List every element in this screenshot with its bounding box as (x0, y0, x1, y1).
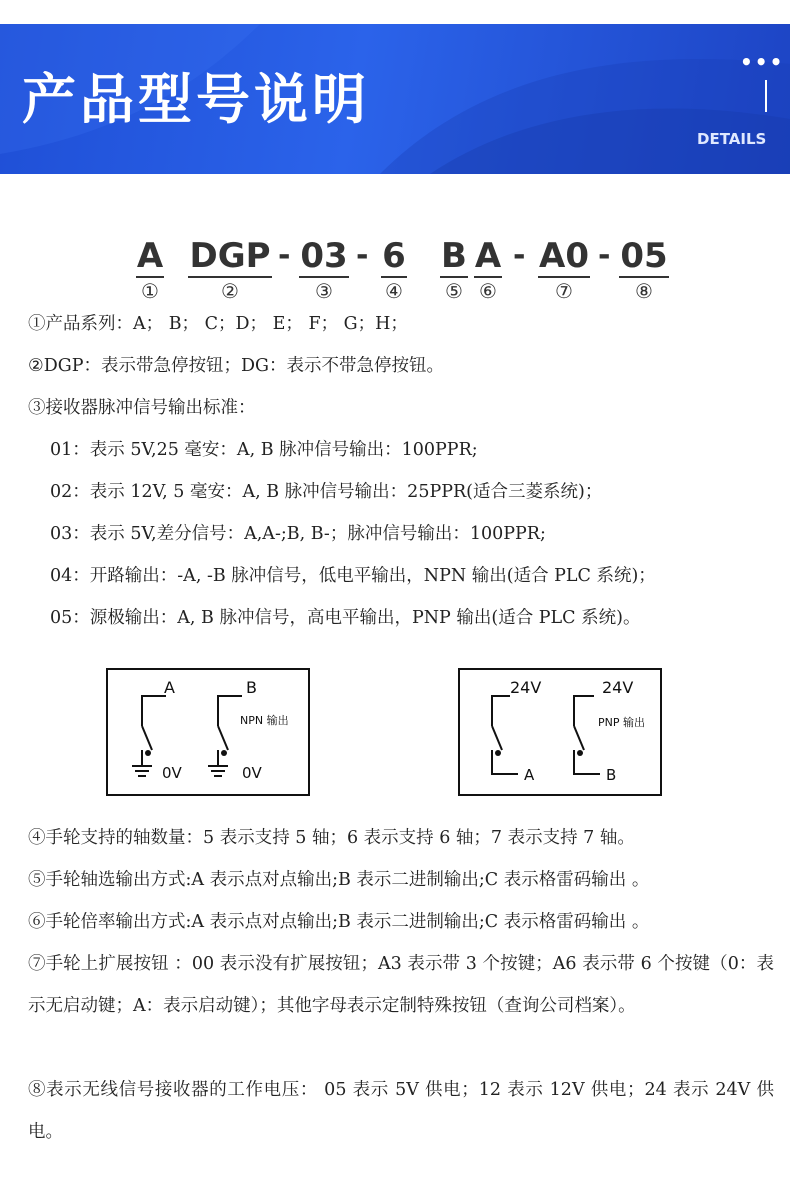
model-segment-code: DGP (189, 236, 271, 276)
model-segment-number: ① (141, 279, 159, 303)
model-segment-number: ③ (315, 279, 333, 303)
model-dash: - (278, 238, 291, 273)
receiver-item: 03：表示 5V,差分信号：A,A-;B, B-；脉冲信号输出：100PPR; (50, 524, 546, 544)
model-code-row (0, 236, 790, 306)
model-segment (436, 236, 472, 304)
model-dash: - (598, 238, 611, 273)
details-label: DETAILS (697, 130, 767, 148)
spec-ratio-select: ⑥手轮倍率输出方式:A 表示点对点输出;B 表示二进制输出;C 表示格雷码输出 。 (28, 912, 650, 932)
model-segment (298, 236, 350, 304)
pnp-label-a: A (524, 766, 535, 784)
model-segment-code: A (474, 236, 502, 276)
model-segment (376, 236, 412, 304)
npn-gnd-a: 0V (162, 764, 182, 782)
model-segment-code: 05 (620, 236, 668, 276)
npn-label-a: A (164, 678, 175, 697)
spec-ext-button: ⑦手轮上扩展按钮 ：00 表示没有扩展按钮；A3 表示带 3 个按键；A6 表示带 6 个按键（0：表示无启动键；A：表示启动键）；其他字母表示定制特殊按钮（查询公司档案）。 (28, 954, 774, 1016)
npn-label-b: B (246, 678, 257, 697)
spec-voltage: ⑧表示无线信号接收器的工作电压： 05 表示 5V 供电；12 表示 12V 供电；24 表示 24V 供电。 (28, 1080, 774, 1142)
receiver-item: 02：表示 12V, 5 毫安：A, B 脉冲信号输出：25PPR(适合三菱系统)； (50, 482, 603, 502)
model-segment-number: ⑦ (555, 279, 573, 303)
receiver-item: 05：源极输出：A, B 脉冲信号，高电平输出，PNP 输出(适合 PLC 系统)。 (50, 608, 641, 628)
pnp-voltage-b: 24V (602, 678, 634, 697)
model-segment-code: B (441, 236, 467, 276)
banner-divider (765, 80, 767, 112)
model-segment-number: ⑧ (635, 279, 653, 303)
model-segment (618, 236, 670, 304)
pnp-label-b: B (606, 766, 617, 784)
model-segment-code: 03 (300, 236, 348, 276)
model-segment (130, 236, 170, 304)
pnp-output-diagram (458, 668, 662, 796)
receiver-item: 04：开路输出：-A, -B 脉冲信号，低电平输出，NPN 输出(适合 PLC 系统)； (50, 566, 656, 586)
npn-gnd-b: 0V (242, 764, 262, 782)
model-segment (188, 236, 272, 304)
receiver-item: 01：表示 5V,25 毫安：A, B 脉冲信号输出：100PPR; (50, 440, 478, 460)
pnp-type-label: PNP 输出 (598, 716, 645, 729)
model-segment-code: 6 (382, 236, 406, 276)
header-banner (0, 24, 790, 174)
model-segment-number: ② (221, 279, 239, 303)
model-dash: - (513, 238, 526, 273)
model-dash: - (356, 238, 369, 273)
model-segment (470, 236, 506, 304)
model-segment-code: A0 (539, 236, 589, 276)
model-segment-number: ④ (385, 279, 403, 303)
spec-axis-count: ④手轮支持的轴数量：5 表示支持 5 轴；6 表示支持 6 轴；7 表示支持 7 轴。 (28, 828, 635, 848)
model-segment (536, 236, 592, 304)
model-segment-number: ⑥ (479, 279, 497, 303)
npn-circuit-drawing (108, 670, 308, 794)
model-segment-number: ⑤ (445, 279, 463, 303)
spec-dgp: ②DGP：表示带急停按钮；DG：表示不带急停按钮。 (28, 356, 444, 376)
spec-axis-select: ⑤手轮轴选输出方式:A 表示点对点输出;B 表示二进制输出;C 表示格雷码输出 。 (28, 870, 650, 890)
page-title: 产品型号说明 (22, 68, 370, 131)
npn-output-diagram (106, 668, 310, 796)
spec-series: ①产品系列：A； B； C；D； E； F； G；H； (28, 314, 408, 334)
spec-receiver-title: ③接收器脉冲信号输出标准： (28, 398, 256, 418)
pnp-voltage-a: 24V (510, 678, 542, 697)
model-segment-code: A (136, 236, 164, 276)
more-dots-icon: ••• (740, 50, 785, 74)
npn-type-label: NPN 输出 (240, 714, 289, 727)
